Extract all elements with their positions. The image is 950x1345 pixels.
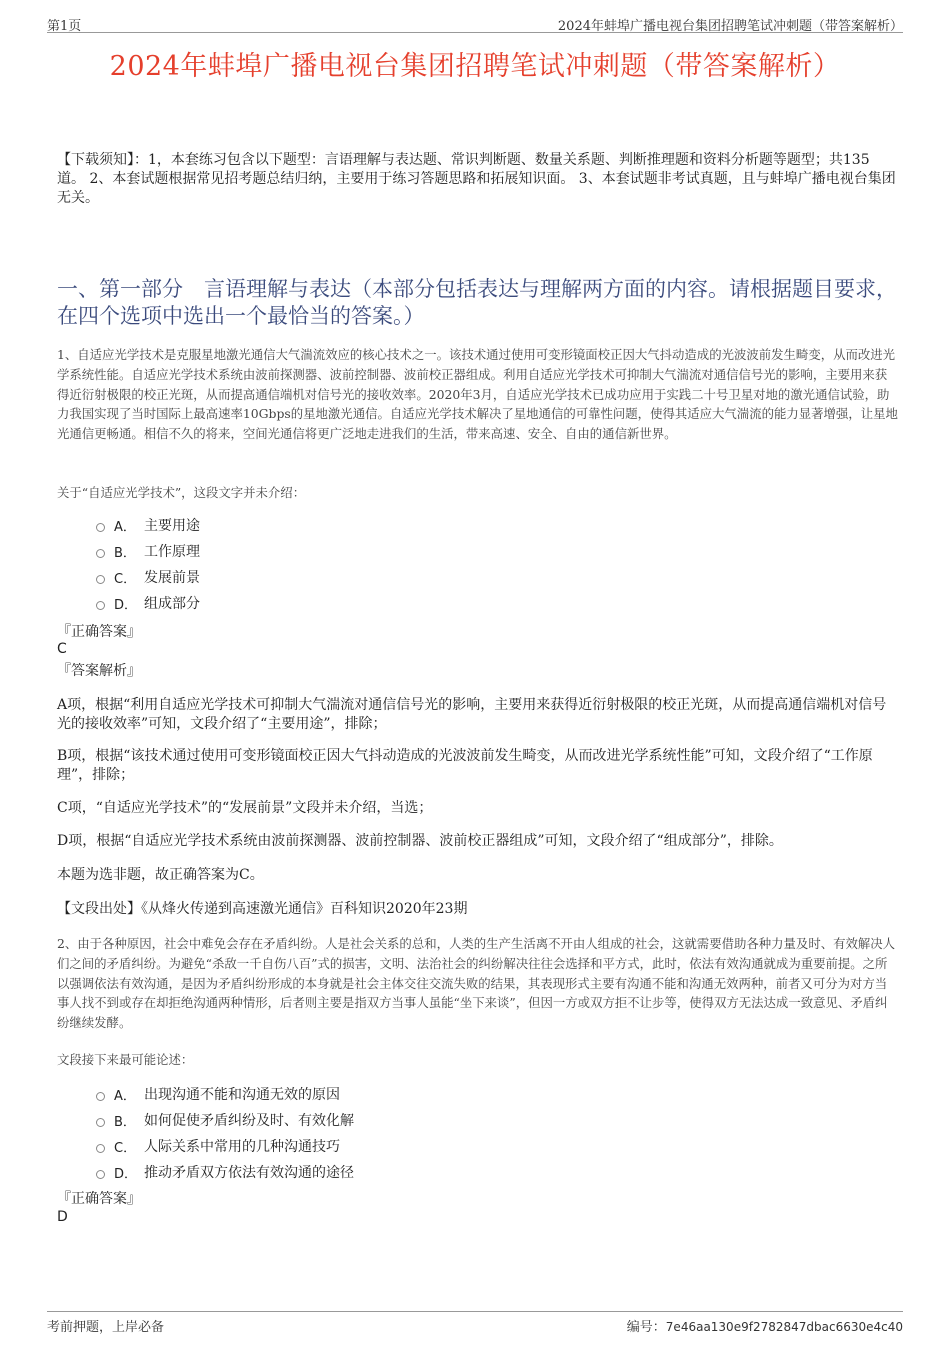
option-key: D． [114,597,138,613]
download-notice: 【下载须知】：1，本套练习包含以下题型：言语理解与表达题、常识判断题、数量关系题、判断推理题和资料分析题等题型；共135道。 2、本套试题根据常见招考题总结归纳，主要用于练习答题思路和拓展知识面。 3、本套试题非考试真题，且与蚌埠广播电视台集团无关。 [57,152,896,206]
page-footer [47,1311,903,1336]
radio-icon[interactable] [96,601,105,610]
radio-icon[interactable] [96,1170,105,1179]
question-1-source: 【文段出处】《从烽火传递到高速激光通信》百科知识2020年23期 [57,901,468,917]
footer-code [627,1316,903,1335]
question-1-answer-label: 『正确答案』 [57,624,141,640]
document-title: 2024年蚌埠广播电视台集团招聘笔试冲刺题（带答案解析） [109,51,841,82]
radio-icon[interactable] [96,549,105,558]
section-heading: 一、第一部分 言语理解与表达（本部分包括表达与理解两方面的内容。请根据题目要求，在四个选项中选出一个最恰当的答案。） [57,277,897,328]
page-number: 第1页 [47,19,82,34]
question-2-answer-label: 『正确答案』 [57,1191,141,1207]
footer-code-label: 编号： [626,1320,666,1335]
option-text: 工作原理 [144,544,200,560]
page-header [47,12,903,33]
question-2-passage: 2、由于各种原因，社会中难免会存在矛盾纠纷。人是社会关系的总和，人类的生产生活离不开由人组成的社会，这就需要借助各种力量及时、有效解决人们之间的矛盾纠纷。为避免“杀敌一千自伤八百”式的损害，文明、法治社会的纠纷解决往往会选择和平方式，此时，依法有效沟通就成为重要前提。之所以强调依法有效沟通，是因为矛盾纠纷形成的本身就是社会主体交往交流失败的结果，其表现形式主要有沟通不能和沟通无效两种，前者又可分为对方当事人找不到或存在却拒绝沟通两种情形，后者则主要是指双方当事人虽能“坐下来谈”，但因一方或双方拒不让步等，使得双方无法达成一致意见、矛盾纠纷继续发酵。 [57,936,896,1031]
question-1-prompt: 关于“自适应光学技术”，这段文字并未介绍： [57,485,306,500]
question-2-option-a[interactable] [96,1081,354,1107]
question-2-option-d[interactable] [96,1159,354,1185]
question-2-options [96,1081,354,1185]
option-key: B． [114,545,136,561]
option-text: 出现沟通不能和沟通无效的原因 [144,1087,340,1103]
radio-icon[interactable] [96,1118,105,1127]
footer-code-value: 7e46aa130e9f2782847dbac6630e4c40 [665,1320,903,1334]
question-1-analysis-a: A项，根据“利用自适应光学技术可抑制大气湍流对通信信号光的影响，主要用来获得近衍射极限的校正光斑，从而提高通信端机对信号光的接收效率”可知，文段介绍了“主要用途”，排除； [57,697,887,732]
radio-icon[interactable] [96,575,105,584]
radio-icon[interactable] [96,1144,105,1153]
option-key: A． [114,519,136,535]
question-1-answer: C [57,641,67,657]
question-1-option-a[interactable] [96,512,200,538]
question-1-analysis-d: D项，根据“自适应光学技术系统由波前探测器、波前控制器、波前校正器组成”可知，文段介绍了“组成部分”，排除。 [57,833,783,849]
option-key: C． [114,1140,137,1156]
option-text: 人际关系中常用的几种沟通技巧 [144,1139,340,1155]
question-1-option-b[interactable] [96,538,200,564]
radio-icon[interactable] [96,1092,105,1101]
option-key: B． [114,1114,136,1130]
question-2-option-c[interactable] [96,1133,354,1159]
question-1-analysis-label: 『答案解析』 [57,663,141,679]
footer-slogan: 考前押题，上岸必备 [47,1320,165,1335]
question-1-options [96,512,200,616]
question-2-answer: D [57,1209,68,1225]
radio-icon[interactable] [96,523,105,532]
question-1-option-c[interactable] [96,564,200,590]
question-1-analysis-c: C项，“自适应光学技术”的“发展前景”文段并未介绍，当选； [57,800,433,816]
option-key: A． [114,1088,136,1104]
option-text: 推动矛盾双方依法有效沟通的途径 [144,1165,354,1181]
option-text: 如何促使矛盾纠纷及时、有效化解 [144,1113,354,1129]
question-2-option-b[interactable] [96,1107,354,1133]
option-text: 主要用途 [144,518,200,534]
option-text: 组成部分 [144,596,200,612]
question-1-analysis-b: B项，根据“该技术通过使用可变形镜面校正因大气抖动造成的光波波前发生畸变，从而改进光学系统性能”可知，文段介绍了“工作原理”，排除； [57,748,873,783]
question-1-option-d[interactable] [96,590,200,616]
option-key: C． [114,571,137,587]
option-key: D． [114,1166,138,1182]
option-text: 发展前景 [144,570,200,586]
question-2-prompt: 文段接下来最可能论述： [57,1052,194,1067]
header-doc-title: 2024年蚌埠广播电视台集团招聘笔试冲刺题（带答案解析） [557,19,903,34]
question-1-conclusion: 本题为选非题，故正确答案为C。 [57,867,264,883]
question-1-passage: 1、自适应光学技术是克服星地激光通信大气湍流效应的核心技术之一。该技术通过使用可变形镜面校正因大气抖动造成的光波波前发生畸变，从而改进光学系统性能。自适应光学技术系统由波前探测器、波前控制器、波前校正器组成。利用自适应光学技术可抑制大气湍流对通信信号光的影响，主要用来获得近衍射极限的校正光斑，从而提高通信端机对信号光的接收效率。2020年3月，自适应光学技术已成功应用于实践二十号卫星对地的激光通信试验，助力我国实现了当时国际上最高速率10Gbps的星地激光通信。自适应光学技术解决了星地通信的可靠性问题，使得其适应大气湍流的能力显著增强，让星地光通信更畅通。相信不久的将来，空间光通信将更广泛地走进我们的生活，带来高速、安全、自由的通信新世界。 [57,347,898,442]
